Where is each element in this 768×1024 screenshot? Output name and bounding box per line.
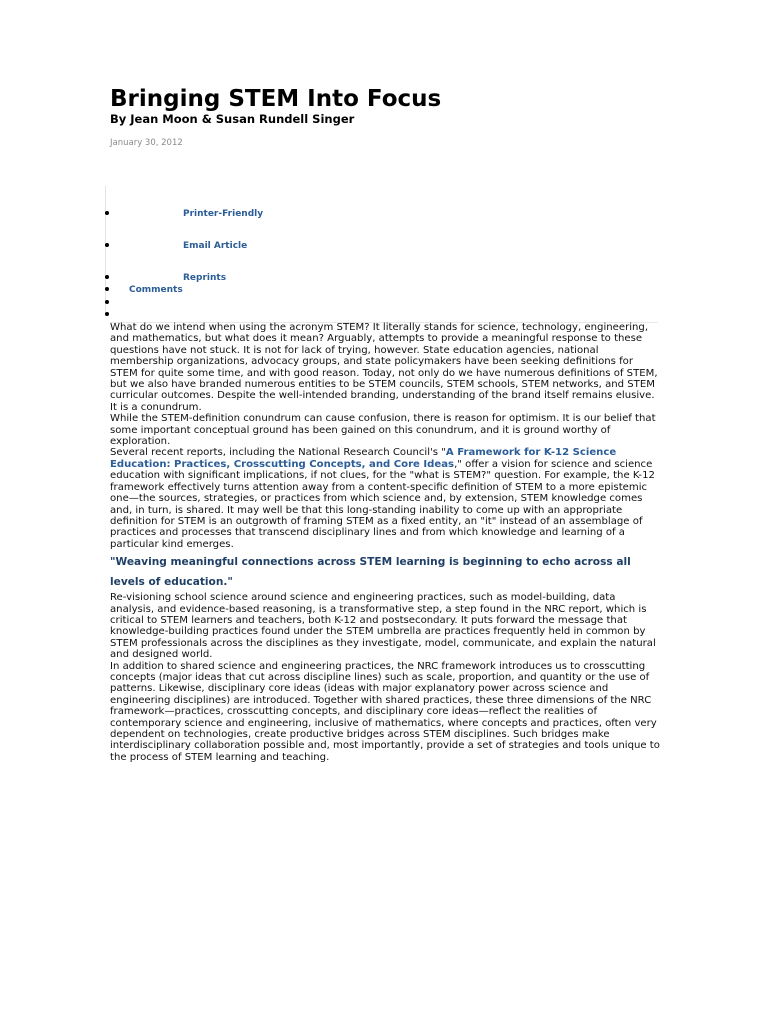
article-date: January 30, 2012 xyxy=(110,138,183,148)
article-byline: By Jean Moon & Susan Rundell Singer xyxy=(110,112,355,126)
list-bullet xyxy=(105,211,109,215)
list-bullet xyxy=(105,312,109,316)
paragraph xyxy=(110,447,660,550)
printer-friendly-link[interactable]: Printer-Friendly xyxy=(183,209,264,219)
tools-divider xyxy=(105,186,106,316)
email-article-link[interactable]: Email Article xyxy=(183,241,248,251)
article-body xyxy=(110,322,660,763)
list-bullet xyxy=(105,243,109,247)
paragraph-text: Several recent reports, including the National Research Council's " xyxy=(110,447,446,459)
paragraph: In addition to shared science and engineering practices, the NRC framework introduces us to crosscutting concepts (major ideas that cut across discipline lines) such as scale, proportion, and quantity or the use of patterns. Likewise, disciplinary core ideas (ideas with major explanatory power across science and engineering disciplines) are introduced. Together with shared practices, these three dimensions of the NRC framework—practices, crosscutting concepts, and disciplinary core ideas—reflect the realities of contemporary science and engineering, inclusive of mathematics, where concepts and practices, often very dependent on technologies, create productive bridges across STEM disciplines. Such bridges make interdisciplinary collaboration possible and, most importantly, provide a set of strategies and tools unique to the process of STEM learning and teaching. xyxy=(110,660,660,763)
reprints-link[interactable]: Reprints xyxy=(183,273,227,283)
list-bullet xyxy=(105,300,109,304)
pull-quote: "Weaving meaningful connections across STEM learning is beginning to echo across all levels of education." xyxy=(110,556,631,589)
list-bullet xyxy=(105,275,109,279)
article-title: Bringing STEM Into Focus xyxy=(110,86,442,112)
paragraph: What do we intend when using the acronym STEM? It literally stands for science, technology, engineering, and mathematics, but what does it mean? Arguably, attempts to provide a meaningful response to these questions have not stuck. It is not for lack of trying, however. State education agencies, national membership organizations, advocacy groups, and state policymakers have been seeking definitions for STEM for quite some time, and with good reason. Today, not only do we have numerous definitions of STEM, but we also have branded numerous entities to be STEM councils, STEM schools, STEM networks, and STEM curricular outcomes. Despite the well-intended branding, understanding of the brand itself remains elusive. It is a conundrum. xyxy=(110,322,658,413)
comments-link[interactable]: Comments xyxy=(129,285,183,295)
paragraph-text: ," offer a vision for science and science education with significant implications, if not clues, for the "what is STEM?" question. For example, the K-12 framework effectively turns attention away from a content-specific definition of STEM to a more epistemic one—the sources, strategies, or practices from which science and, by extension, STEM knowledge comes and, in turn, is shared. It may well be that this long-standing inability to come up with an appropriate definition for STEM is an outgrowth of framing STEM as a fixed entity, an "it" instead of an assemblage of practices and processes that transcend disciplinary lines and from which knowledge and learning of a particular kind emerges. xyxy=(110,458,655,550)
framework-report-link[interactable]: A Framework for K-12 Science Education: Practices, Crosscutting Concepts, and Core Ideas xyxy=(110,447,617,470)
paragraph: Re-visioning school science around science and engineering practices, such as model-building, data analysis, and evidence-based reasoning, is a transformative step, a step found in the NRC report, which is critical to STEM learners and teachers, both K-12 and postsecondary. It puts forward the message that knowledge-building practices found under the STEM umbrella are practices frequently held in common by STEM professionals across the disciplines as they investigate, model, communicate, and explain the natural and designed world. xyxy=(110,592,656,661)
paragraph: While the STEM-definition conundrum can cause confusion, there is reason for optimism. It is our belief that some important conceptual ground has been gained on this conundrum, and it is ground worthy of exploration. xyxy=(110,413,656,448)
list-bullet xyxy=(105,287,109,291)
